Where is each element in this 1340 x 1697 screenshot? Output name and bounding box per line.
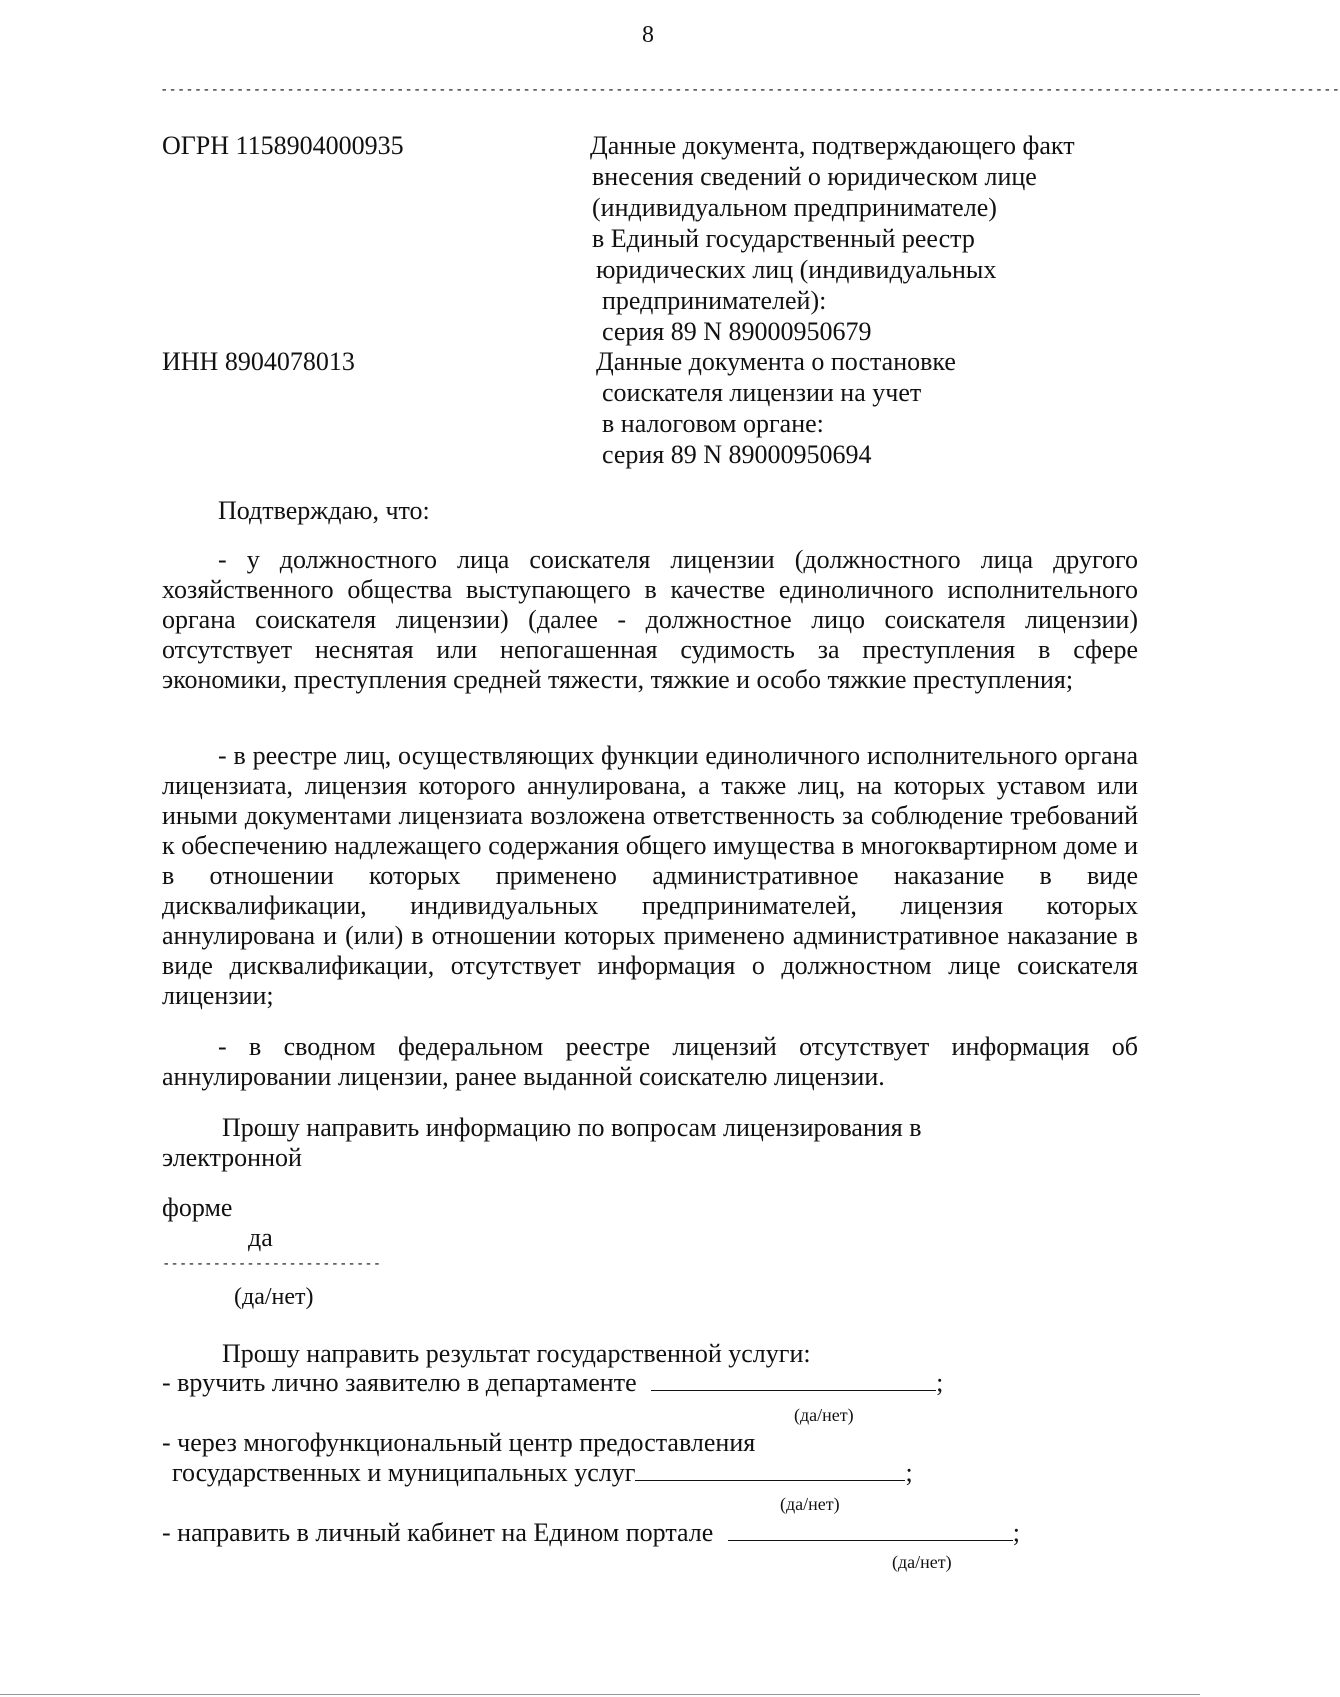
option-mfc-label: государственных и муниципальных услуг — [172, 1458, 636, 1487]
semicolon: ; — [1012, 1518, 1021, 1547]
bottom-edge-rule — [0, 1694, 1200, 1695]
tax-line: соискателя лицензии на учет — [602, 378, 922, 407]
option-in-person-label: - вручить лично заявителю в департаменте — [162, 1368, 637, 1397]
option-mfc — [172, 1457, 913, 1488]
tax-line: серия 89 N 89000950694 — [602, 440, 872, 469]
egrul-line: юридических лиц (индивидуальных — [596, 255, 997, 284]
result-request-heading: Прошу направить результат государственной услуги: — [222, 1339, 811, 1368]
confirm-paragraph-3: - в сводном федеральном реестре лицензий отсутствует информация об аннулировании лицензии, ранее выданной соискателю лицензии. — [162, 1032, 1138, 1091]
top-dashed-rule: -------------------------------------------------------------------------------------------------------------------------------------------- — [160, 82, 1340, 98]
inn: ИНН 8904078013 — [162, 347, 355, 376]
option-portal — [162, 1517, 1020, 1548]
egrul-line: в Единый государственный реестр — [592, 224, 975, 253]
egrul-line: предпринимателей): — [602, 286, 827, 315]
option-in-person-hint: (да/нет) — [794, 1405, 854, 1425]
ogrn: ОГРН 1158904000935 — [162, 131, 404, 160]
option-portal-label: - направить в личный кабинет на Едином портале — [162, 1518, 714, 1547]
egrul-line: серия 89 N 89000950679 — [602, 317, 872, 346]
request-info-line-2: электронной — [162, 1143, 302, 1172]
confirm-paragraph-1: - у должностного лица соискателя лицензии (должностного лица другого хозяйственного общества выступающего в качестве единоличного исполнительного органа соискателя лицензии) (далее - должностное лицо соискателя лицензии) отсутствует неснятая или непогашенная судимость за преступления в сфере экономики, преступления средней тяжести, тяжкие и особо тяжкие преступления; — [162, 545, 1138, 694]
semicolon: ; — [936, 1368, 944, 1397]
tax-document-block — [590, 346, 1150, 470]
confirm-paragraph-2: - в реестре лиц, осуществляющих функции единоличного исполнительного органа лицензиата, лицензия которого аннулирована, а также лиц, на которых уставом или иными документами лицензиата возложена ответственность за соблюдение требований к обеспечению надлежащего содержания общего имущества в многоквартирном доме и в отношении которых применено административное наказание в виде дисквалификации, индивидуальных предпринимателей, лицензия которых аннулирована и (или) в отношении которых применено административное наказание в виде дисквалификации, отсутствует информация о должностном лице соискателя лицензии; — [162, 741, 1138, 1010]
electronic-form-answer[interactable]: да — [248, 1223, 273, 1252]
page-number: 8 — [642, 22, 654, 48]
semicolon: ; — [905, 1458, 913, 1487]
egrul-document-block — [590, 130, 1150, 347]
option-in-person-field[interactable] — [651, 1368, 936, 1391]
tax-line: Данные документа о постановке — [596, 347, 956, 376]
option-mfc-hint: (да/нет) — [780, 1494, 840, 1514]
form-word: форме — [162, 1193, 233, 1222]
option-mfc-field[interactable] — [635, 1458, 905, 1481]
confirm-heading: Подтверждаю, что: — [218, 496, 430, 525]
option-in-person — [162, 1367, 943, 1398]
option-portal-field[interactable] — [728, 1518, 1013, 1541]
tax-line: в налоговом органе: — [602, 409, 824, 438]
option-mfc-line-1: - через многофункциональный центр предоставления — [162, 1428, 756, 1457]
answer-dashed-line: -------------------------- — [162, 1256, 382, 1272]
egrul-line: Данные документа, подтверждающего факт — [590, 131, 1075, 160]
egrul-line: внесения сведений о юридическом лице — [592, 162, 1037, 191]
option-portal-hint: (да/нет) — [892, 1552, 952, 1572]
egrul-line: (индивидуальном предпринимателе) — [592, 193, 997, 222]
answer-hint: (да/нет) — [234, 1284, 314, 1310]
request-info-line-1: Прошу направить информацию по вопросам лицензирования в — [222, 1113, 922, 1142]
